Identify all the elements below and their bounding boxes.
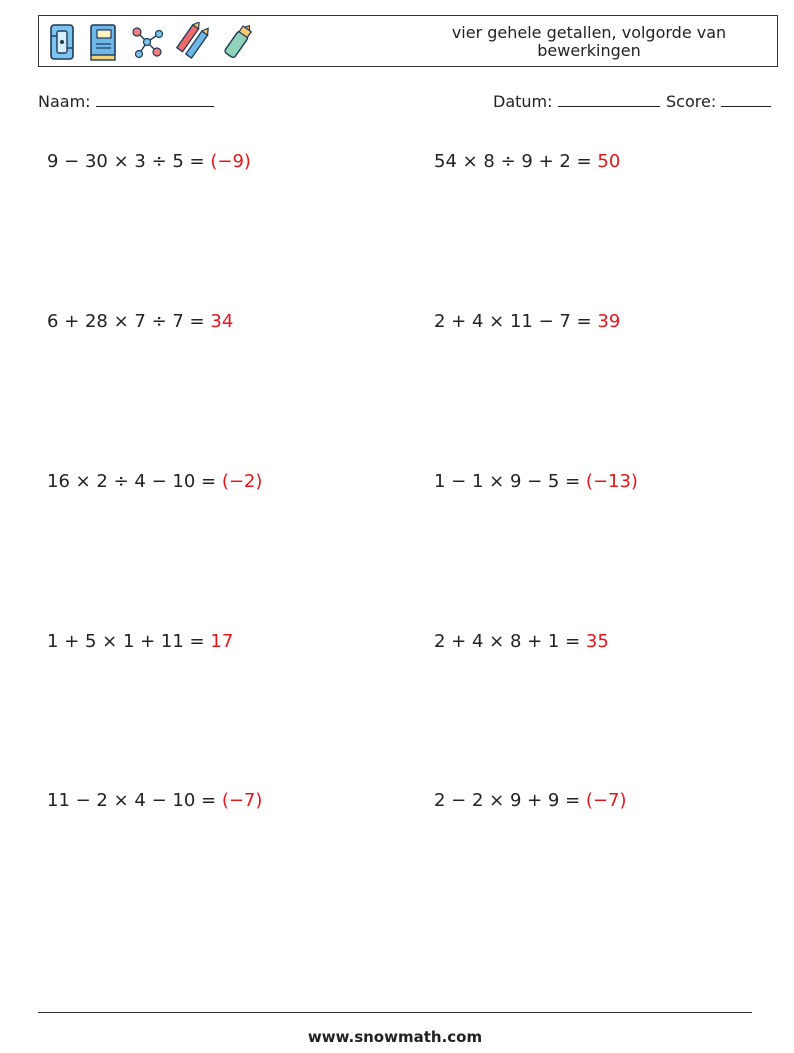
score-label: Score: (666, 92, 717, 111)
problem-2 (434, 150, 620, 174)
problem-6 (434, 470, 638, 494)
book-icon (87, 22, 119, 62)
problem-answer: (−13) (585, 471, 638, 492)
problem-5 (47, 470, 262, 494)
name-label: Naam: (38, 92, 91, 111)
date-field (493, 92, 660, 112)
problem-answer: (−2) (221, 471, 263, 492)
problem-answer: 39 (597, 311, 621, 332)
problem-expression: 2 + 4 × 11 − 7 = (434, 311, 598, 332)
footer-divider (38, 1012, 752, 1013)
problem-10 (434, 789, 627, 813)
worksheet-title: vier gehele getallen, volgorde van bewerkingen (451, 23, 727, 60)
score-field (666, 92, 771, 112)
problem-1 (47, 150, 251, 174)
problem-expression: 1 + 5 × 1 + 11 = (47, 631, 211, 652)
problem-expression: 16 × 2 ÷ 4 − 10 = (47, 471, 222, 492)
worksheet-header (38, 15, 778, 67)
date-label: Datum: (493, 92, 553, 111)
problem-expression: 9 − 30 × 3 ÷ 5 = (47, 151, 211, 172)
problem-answer: 17 (210, 631, 234, 652)
problem-expression: 11 − 2 × 4 − 10 = (47, 790, 222, 811)
problem-answer: (−7) (221, 790, 263, 811)
problem-7 (47, 630, 233, 654)
problem-answer: 35 (585, 631, 609, 652)
highlighter-icon (221, 22, 255, 62)
molecule-icon (129, 22, 165, 62)
footer-website[interactable]: www.snowmath.com (307, 1028, 483, 1046)
score-blank-line[interactable] (721, 92, 771, 107)
problem-expression: 54 × 8 ÷ 9 + 2 = (434, 151, 598, 172)
problem-expression: 1 − 1 × 9 − 5 = (434, 471, 586, 492)
crayons-icon (175, 22, 211, 62)
problem-4 (434, 310, 620, 334)
sharpener-icon (47, 22, 77, 62)
name-blank-line[interactable] (96, 92, 214, 107)
date-blank-line[interactable] (558, 92, 660, 107)
name-field (38, 92, 214, 112)
problem-answer: 50 (597, 151, 621, 172)
problem-answer: (−7) (585, 790, 627, 811)
problem-9 (47, 789, 262, 813)
problem-expression: 2 − 2 × 9 + 9 = (434, 790, 586, 811)
problem-3 (47, 310, 233, 334)
problem-expression: 6 + 28 × 7 ÷ 7 = (47, 311, 211, 332)
problem-expression: 2 + 4 × 8 + 1 = (434, 631, 586, 652)
header-icons (47, 20, 255, 64)
problem-answer: 34 (210, 311, 234, 332)
problem-8 (434, 630, 609, 654)
problem-answer: (−9) (210, 151, 251, 172)
